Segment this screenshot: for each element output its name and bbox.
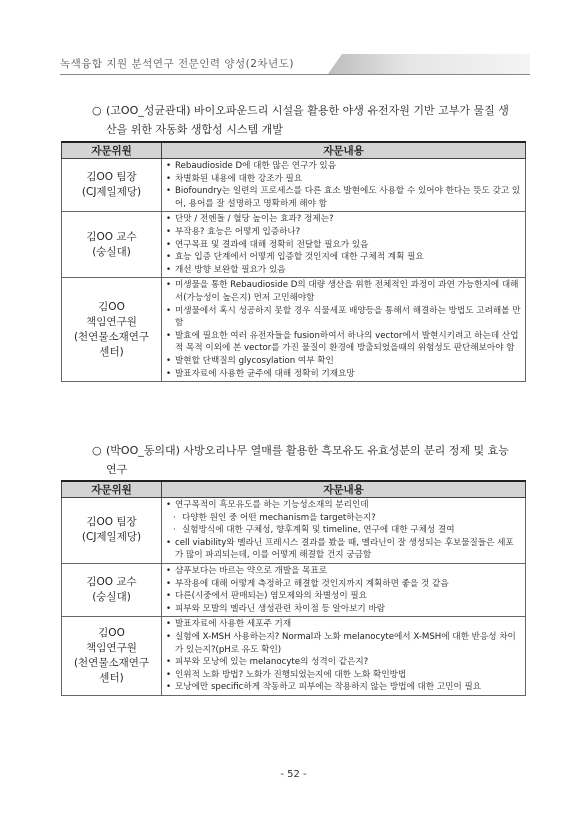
advisor-name-line: (숭실대) [92,591,131,604]
table-body [62,159,526,382]
advice-item: • 효능 입증 단계에서 어떻게 입증할 것인지에 대한 구체적 계획 필요 [166,251,521,264]
advisor-name-line: (CJ제일제당) [81,186,142,199]
advisor-name-line: (CJ제일제당) [81,531,142,544]
advisor-name-line: 김OO 팀장 [86,171,137,184]
advisor-name-line: 센터) [99,345,124,358]
section-2-title-line2: 연구 [106,463,128,476]
section-1-table [61,141,526,382]
advisor-name-line: (천연물소재연구 [73,657,150,670]
table-body [62,498,526,696]
advice-item: · 다양한 원인 중 어떤 mechanism을 target하는지? [166,512,521,525]
advice-item: • Biofoundry는 일련의 프로세스를 다른 효소 발현에도 사용할 수 있어야 한다는 뜻도 갖고 있어, 용어를 잘 설명하고 명확하게 해야 함 [166,185,521,210]
advisor-name-line: (숭실대) [92,245,131,258]
page-header [60,50,530,76]
advice-item: • 발표자료에 사용한 세포주 기재 [166,618,521,631]
advice-item: • 차별화된 내용에 대한 강조가 필요 [166,173,521,186]
advisor-name-line: 김OO 팀장 [86,516,137,529]
header-rule [60,74,530,75]
advisor-cell [62,159,162,212]
col-content-header: 자문내용 [162,142,526,159]
col-advisor-header: 자문위원 [62,142,162,159]
advice-item: • 미생물을 통한 Rebaudioside D의 대량 생산을 위한 전체적인 과정이 과연 가능한지에 대해서(가능성이 높은지) 먼저 고민해야함 [166,279,521,304]
table-row [62,563,526,616]
advice-item: • 개선 방향 보완할 필요가 있음 [166,264,521,277]
advisor-name-line: 김OO 교수 [86,230,137,243]
advice-item: • 피부와 모낭에 있는 melanocyte의 성격이 같은지? [166,656,521,669]
advice-list [166,160,521,210]
table-row [62,159,526,212]
advice-list [166,213,521,276]
advice-cell [162,278,526,382]
advice-cell [162,159,526,212]
advisor-name-line: 책임연구원 [86,642,137,655]
advice-list [166,499,521,562]
advisor-cell [62,498,162,564]
advice-cell [162,617,526,696]
advisor-cell [62,563,162,616]
advisor-name-line: 책임연구원 [86,315,137,328]
page-number: - 52 - [280,769,307,780]
advisor-cell [62,617,162,696]
advice-item: • 다른(시중에서 판매되는) 염모제와의 차별성이 필요 [166,590,521,603]
advisor-cell [62,278,162,382]
advice-item: • 단맛 / 전엔돌 / 혈당 높이는 효과? 정제는? [166,213,521,226]
advice-item: • cell viability와 멜라닌 프레시스 결과를 봤을 때, 멜라닌이 잘 생성되는 후보물질들은 세포가 많이 파괴되는데, 이를 어떻게 해결할 건지 궁금함 [166,537,521,562]
advisor-name-line: 센터) [99,672,124,685]
advice-cell [162,563,526,616]
advice-item: • 미생물에서 혹시 성공하지 못할 경우 식물세포 배양등을 통해서 해결하는 방법도 고려해볼 만함 [166,305,521,330]
advice-item: • 연구목표 및 결과에 대해 정확히 전달할 필요가 있음 [166,239,521,252]
col-advisor-header: 자문위원 [62,481,162,498]
section-1-title-line2: 산을 위한 자동화 생합성 시스템 개발 [106,123,283,136]
advice-item: • 부작용에 대해 어떻게 측정하고 해결할 것인지까지 계획하면 좋을 것 같음 [166,578,521,591]
section-1-title [92,101,524,139]
advice-item: • 인위적 노화 방법? 노화가 진행되었는지에 대한 노화 확인방법 [166,669,521,682]
advice-item: • 연구목적이 흑모유도를 하는 기능성소재의 분리인데 [166,499,521,512]
advice-item: • 모낭에만 specific하게 작동하고 피부에는 작용하지 않는 방법에 대한 고민이 필요 [166,681,521,694]
advice-cell [162,212,526,278]
advisor-cell [62,212,162,278]
header-title: 녹색융합 지원 분석연구 전문인력 양성(2차년도) [60,58,294,70]
advice-list [166,565,521,615]
section-bullet: ○ [92,444,102,457]
advice-list [166,618,521,694]
advice-list [166,279,521,380]
advice-item: • Rebaudioside D에 대한 많은 연구가 있음 [166,160,521,173]
advisor-name-line: 김OO [98,627,125,640]
section-bullet: ○ [92,104,102,117]
advice-item: • 발현할 단백질의 glycosylation 여부 확인 [166,355,521,368]
table-header-row [62,142,526,159]
table-header-row [62,481,526,498]
section-2-title-line1: (박OO_동의대) 사방오리나무 열매를 활용한 흑모유도 유효성분의 분리 정제 및 효능 [106,444,509,457]
advice-item: • 실험에 X-MSH 사용하는지? Normal과 노화 melanocyte에서 X-MSH에 대한 반응성 차이가 있는지?(pH로 유도 확인) [166,631,521,656]
table-row [62,212,526,278]
advisor-name-line: 김OO 교수 [86,576,137,589]
advice-item: • 피부와 모발의 멜라닌 생성관련 차이점 등 알아보기 바람 [166,603,521,616]
advisor-name-line: 김OO [98,300,125,313]
section-1-title-line1: (고OO_성균관대) 바이오파운드리 시설을 활용한 야생 유전자원 기반 고부가 물질 생 [106,104,509,117]
col-content-header: 자문내용 [162,481,526,498]
advice-item: • 부작용? 효능은 어떻게 입증하나? [166,226,521,239]
advice-item: • 발효에 필요한 여러 유전자들을 fusion하여서 하나의 vector에서 발현시키려고 하는데 산업적 목적 이외에 본 vector를 가진 물질이 환경에 방출되었을때의 위험성도 판단해보아야 함 [166,330,521,355]
table-row [62,278,526,382]
advice-item: • 발표자료에 사용한 균주에 대해 정확히 기재요망 [166,368,521,381]
section-2-table [61,480,526,696]
advisor-name-line: (천연물소재연구 [73,330,150,343]
advice-cell [162,498,526,564]
table-row [62,617,526,696]
section-2-title [92,441,524,479]
table-row [62,498,526,564]
advice-item: · 실험방식에 대한 구체성, 향후계획 및 timeline, 연구에 대한 구체성 결여 [166,524,521,537]
advice-item: • 샴푸보다는 바르는 약으로 개발을 목표로 [166,565,521,578]
header-tab-decoration [328,54,530,74]
